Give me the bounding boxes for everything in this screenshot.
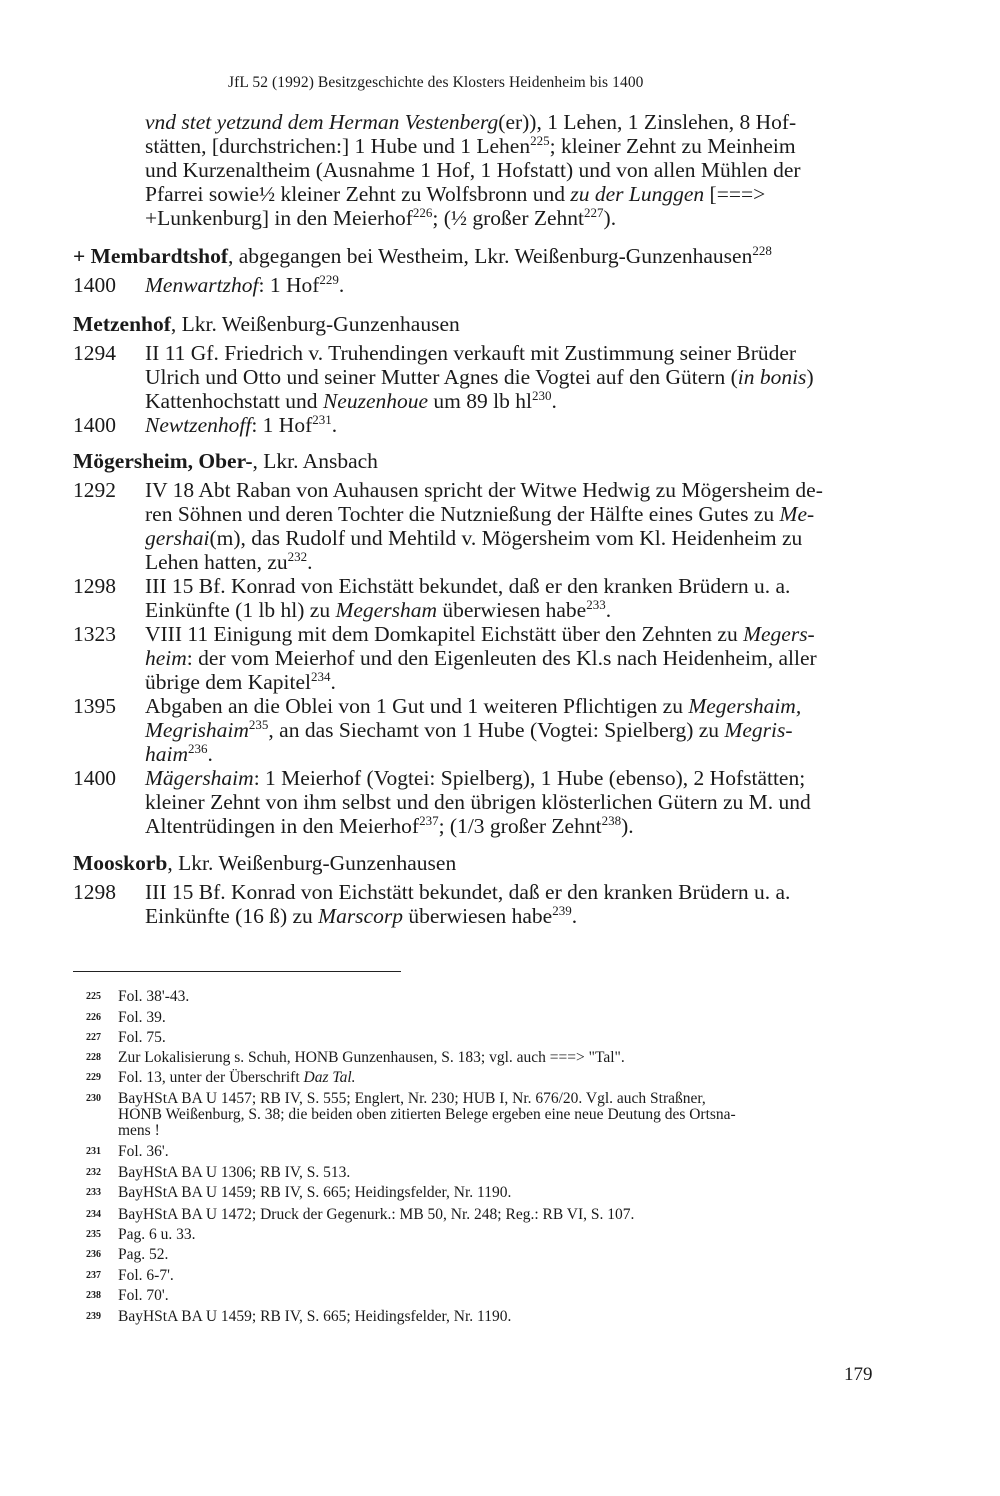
footnote-text: Pag. 52. <box>118 1246 169 1263</box>
body-line: Altentrüdingen in den Meierhof$^{237}$; (1/3 großer Zehnt$^{238}$). <box>145 813 634 838</box>
body-line: haim$^{236}$. <box>145 741 213 766</box>
footnote-number: 233 <box>86 1187 101 1198</box>
year: 1298 <box>73 880 116 904</box>
footnote-text: Fol. 75. <box>118 1029 166 1046</box>
footnote-number: 234 <box>86 1209 101 1220</box>
footnote-text: BayHStA BA U 1306; RB IV, S. 513. <box>118 1164 351 1181</box>
body-line: Pfarrei sowie½ kleiner Zehnt zu Wolfsbronn und zu der Lunggen [===> <box>145 182 766 206</box>
footnote-text: Zur Lokalisierung s. Schuh, HONB Gunzenhausen, S. 183; vgl. auch ===> "Tal". <box>118 1049 625 1066</box>
footnote-number: 235 <box>86 1229 101 1240</box>
footnote-text: Fol. 13, unter der Überschrift Daz Tal. <box>118 1069 356 1086</box>
year: 1400 <box>73 766 116 790</box>
year: 1395 <box>73 694 116 718</box>
footnote-divider <box>73 971 401 972</box>
footnote-number: 229 <box>86 1072 101 1083</box>
footnote-text: BayHStA BA U 1459; RB IV, S. 665; Heidingsfelder, Nr. 1190. <box>118 1308 512 1325</box>
footnote-number: 236 <box>86 1249 101 1260</box>
body-line: Menwartzhof: 1 Hof$^{229}$. <box>145 272 345 297</box>
body-line: III 15 Bf. Konrad von Eichstätt bekundet, daß er den kranken Brüdern u. a. <box>145 574 791 598</box>
year: 1400 <box>73 413 116 437</box>
footnote-number: 228 <box>86 1052 101 1063</box>
body-line: übrige dem Kapitel$^{234}$. <box>145 669 336 694</box>
body-line: stätten, [durchstrichen:] 1 Hube und 1 Lehen$^{225}$; kleiner Zehnt zu Meinheim <box>145 133 796 158</box>
body-line: Mägershaim: 1 Meierhof (Vogtei: Spielberg), 1 Hube (ebenso), 2 Hofstätten; <box>145 766 806 790</box>
footnote-text: Fol. 6-7'. <box>118 1267 174 1284</box>
body-line: gershai(m), das Rudolf und Mehtild v. Mögersheim vom Kl. Heidenheim zu <box>145 526 803 550</box>
year: 1294 <box>73 341 116 365</box>
body-line: IV 18 Abt Raban von Auhausen spricht der Witwe Hedwig zu Mögersheim de- <box>145 478 823 502</box>
body-line: VIII 11 Einigung mit dem Domkapitel Eichstätt über den Zehnten zu Megers- <box>145 622 815 646</box>
entry-heading: + Membardtshof, abgegangen bei Westheim, Lkr. Weißenburg-Gunzenhausen$^{228}$ <box>73 243 772 268</box>
body-line: Ulrich und Otto und seiner Mutter Agnes die Vogtei auf den Gütern (in bonis) <box>145 365 814 389</box>
body-line: vnd stet yetzund dem Herman Vestenberg(er)), 1 Lehen, 1 Zinslehen, 8 Hof- <box>145 110 797 134</box>
year: 1298 <box>73 574 116 598</box>
body-line: Megrishaim$^{235}$, an das Siechamt von 1 Hube (Vogtei: Spielberg) zu Megris- <box>145 717 793 742</box>
footnote-text: HONB Weißenburg, S. 38; die beiden oben zitierten Belege ergeben eine neue Deutung des Ortsna- <box>118 1106 736 1123</box>
body-line: Einkünfte (1 lb hl) zu Megersham überwiesen habe$^{233}$. <box>145 597 612 622</box>
footnote-number: 226 <box>86 1012 101 1023</box>
footnote-text: Fol. 39. <box>118 1009 166 1026</box>
body-line: heim: der vom Meierhof und den Eigenleuten des Kl.s nach Heidenheim, aller <box>145 646 817 670</box>
entry-heading: Metzenhof, Lkr. Weißenburg-Gunzenhausen <box>73 312 460 336</box>
body-line: +Lunkenburg] in den Meierhof$^{226}$; (½ großer Zehnt$^{227}$). <box>145 205 617 230</box>
footnote-number: 225 <box>86 991 101 1002</box>
body-line: II 11 Gf. Friedrich v. Truhendingen verkauft mit Zustimmung seiner Brüder <box>145 341 797 365</box>
year: 1400 <box>73 273 116 297</box>
body-line: Kattenhochstatt und Neuzenhoue um 89 lb $hl^{230}$. <box>145 388 557 413</box>
footnote-text: BayHStA BA U 1459; RB IV, S. 665; Heidingsfelder, Nr. 1190. <box>118 1184 512 1201</box>
footnote-text: mens ! <box>118 1122 160 1139</box>
body-line: Abgaben an die Oblei von 1 Gut und 1 weiteren Pflichtigen zu Megershaim, <box>145 694 802 718</box>
year: 1323 <box>73 622 116 646</box>
footnote-text: Pag. 6 u. 33. <box>118 1226 196 1243</box>
entry-heading: Mooskorb, Lkr. Weißenburg-Gunzenhausen <box>73 851 457 875</box>
footnote-number: 231 <box>86 1146 101 1157</box>
body-line: kleiner Zehnt von ihm selbst und den übrigen klösterlichen Gütern zu M. und <box>145 790 811 814</box>
footnote-text: Fol. 38'-43. <box>118 988 190 1005</box>
footnote-number: 238 <box>86 1290 101 1301</box>
footnote-number: 227 <box>86 1032 101 1043</box>
body-line: Einkünfte (16 ß) zu Marscorp überwiesen habe$^{239}$. <box>145 903 578 928</box>
body-line: Lehen hatten, $zu^{232}$. <box>145 549 313 574</box>
year: 1292 <box>73 478 116 502</box>
entry-heading: Mögersheim, Ober-, Lkr. Ansbach <box>73 449 378 473</box>
running-header: JfL 52 (1992) Besitzgeschichte des Klosters Heidenheim bis 1400 <box>228 74 644 91</box>
body-line: Newtzenhoff: 1 Hof$^{231}$. <box>145 412 338 437</box>
footnote-text: BayHStA BA U 1472; Druck der Gegenurk.: MB 50, Nr. 248; Reg.: RB VI, S. 107. <box>118 1206 635 1223</box>
footnote-number: 237 <box>86 1270 101 1281</box>
footnote-number: 230 <box>86 1093 101 1104</box>
footnote-text: BayHStA BA U 1457; RB IV, S. 555; Englert, Nr. 230; HUB I, Nr. 676/20. Vgl. auch Straßner, <box>118 1090 706 1107</box>
footnote-number: 239 <box>86 1311 101 1322</box>
body-line: und Kurzenaltheim (Ausnahme 1 Hof, 1 Hofstatt) und von allen Mühlen der <box>145 158 801 182</box>
footnote-text: Fol. 70'. <box>118 1287 169 1304</box>
footnote-number: 232 <box>86 1167 101 1178</box>
page-number: 179 <box>844 1364 873 1385</box>
footnote-text: Fol. 36'. <box>118 1143 169 1160</box>
body-line: III 15 Bf. Konrad von Eichstätt bekundet, daß er den kranken Brüdern u. a. <box>145 880 791 904</box>
body-line: ren Söhnen und deren Tochter die Nutznießung der Hälfte eines Gutes zu Me- <box>145 502 815 526</box>
